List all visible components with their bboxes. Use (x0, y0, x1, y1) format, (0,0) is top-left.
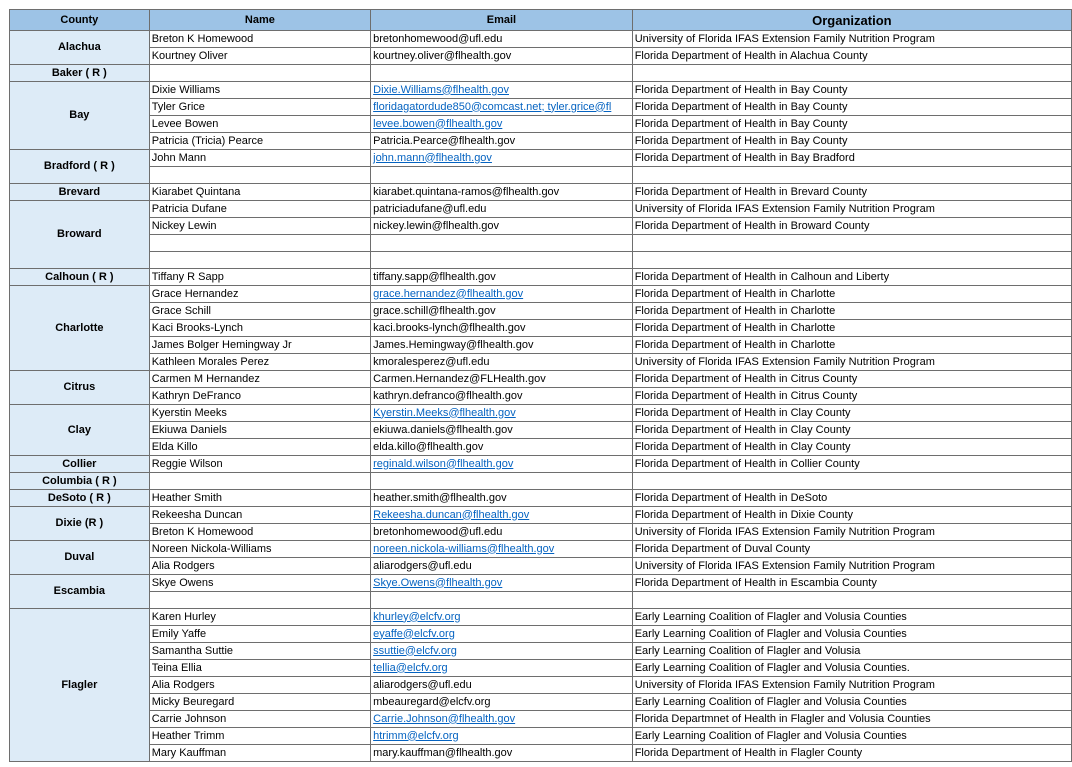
table-row (10, 439, 1072, 456)
table-row (10, 303, 1072, 320)
table-row (10, 711, 1072, 728)
name-cell[interactable]: Patricia (Tricia) Pearce (149, 133, 370, 150)
organization-cell[interactable]: Early Learning Coalition of Flagler and Volusia Counties. (632, 660, 1071, 677)
organization-cell[interactable]: Early Learning Coalition of Flagler and Volusia (632, 643, 1071, 660)
email-cell[interactable]: kaci.brooks-lynch@flhealth.gov (371, 320, 633, 337)
organization-cell[interactable]: Florida Department of Health in Broward County (632, 218, 1071, 235)
organization-cell[interactable]: Florida Department of Health in Clay County (632, 439, 1071, 456)
email-cell[interactable] (371, 82, 633, 99)
organization-cell[interactable]: Florida Department of Health in Collier County (632, 456, 1071, 473)
table-row (10, 99, 1072, 116)
organization-cell[interactable]: University of Florida IFAS Extension Family Nutrition Program (632, 354, 1071, 371)
email-cell[interactable] (371, 728, 633, 745)
table-row (10, 150, 1072, 167)
organization-cell[interactable]: Florida Department of Health in Bay County (632, 99, 1071, 116)
email-link[interactable]: Dixie.Williams@flhealth.gov (373, 83, 509, 96)
header-email[interactable]: Email (371, 10, 633, 31)
organization-cell[interactable]: University of Florida IFAS Extension Family Nutrition Program (632, 31, 1071, 48)
name-cell[interactable]: Patricia Dufane (149, 201, 370, 218)
email-cell[interactable]: elda.killo@flhealth.gov (371, 439, 633, 456)
organization-cell[interactable] (632, 167, 1071, 184)
email-cell[interactable]: mbeauregard@elcfv.org (371, 694, 633, 711)
organization-cell[interactable] (632, 65, 1071, 82)
county-cell[interactable]: Bay (10, 82, 150, 150)
table-row (10, 660, 1072, 677)
email-link[interactable]: ssuttie@elcfv.org (373, 644, 457, 657)
email-link[interactable]: reginald.wilson@flhealth.gov (373, 457, 514, 470)
county-cell[interactable]: Alachua (10, 31, 150, 65)
email-link[interactable]: Rekeesha.duncan@flhealth.gov (373, 508, 530, 521)
email-cell[interactable]: ekiuwa.daniels@flhealth.gov (371, 422, 633, 439)
organization-cell[interactable]: Early Learning Coalition of Flagler and Volusia Counties (632, 694, 1071, 711)
name-cell[interactable]: Kathleen Morales Perez (149, 354, 370, 371)
name-cell[interactable] (149, 252, 370, 269)
name-cell[interactable]: Mary Kauffman (149, 745, 370, 762)
email-cell[interactable]: bretonhomewood@ufl.edu (371, 31, 633, 48)
table-row (10, 371, 1072, 388)
email-cell[interactable] (371, 405, 633, 422)
organization-cell[interactable]: Florida Department of Health in DeSoto (632, 490, 1071, 507)
county-cell[interactable]: Bradford ( R ) (10, 150, 150, 184)
email-link[interactable]: htrimm@elcfv.org (373, 729, 459, 742)
email-cell[interactable] (371, 99, 633, 116)
name-cell[interactable]: Noreen Nickola-Williams (149, 541, 370, 558)
organization-cell[interactable]: Early Learning Coalition of Flagler and Volusia Counties (632, 626, 1071, 643)
table-row (10, 473, 1072, 490)
name-cell[interactable]: Heather Smith (149, 490, 370, 507)
organization-cell[interactable]: Florida Department of Health in Calhoun and Liberty (632, 269, 1071, 286)
organization-cell[interactable]: Florida Department of Health in Escambia County (632, 575, 1071, 592)
table-row (10, 575, 1072, 592)
name-cell[interactable]: Kaci Brooks-Lynch (149, 320, 370, 337)
table-row (10, 337, 1072, 354)
name-cell[interactable] (149, 473, 370, 490)
county-cell[interactable]: Brevard (10, 184, 150, 201)
table-row (10, 728, 1072, 745)
county-cell[interactable]: Broward (10, 201, 150, 269)
header-name[interactable]: Name (149, 10, 370, 31)
organization-cell[interactable] (632, 473, 1071, 490)
email-link[interactable]: Skye.Owens@flhealth.gov (373, 576, 503, 589)
organization-cell[interactable]: Florida Department of Health in Charlotte (632, 303, 1071, 320)
email-cell[interactable] (371, 473, 633, 490)
organization-cell[interactable]: Florida Department of Health in Clay County (632, 422, 1071, 439)
table-row (10, 201, 1072, 218)
table-row (10, 354, 1072, 371)
county-cell[interactable]: Clay (10, 405, 150, 456)
table-row (10, 235, 1072, 252)
email-cell[interactable]: kiarabet.quintana-ramos@flhealth.gov (371, 184, 633, 201)
email-cell[interactable] (371, 643, 633, 660)
email-cell[interactable] (371, 626, 633, 643)
email-cell[interactable] (371, 150, 633, 167)
table-row (10, 456, 1072, 473)
organization-cell[interactable]: University of Florida IFAS Extension Family Nutrition Program (632, 201, 1071, 218)
table-row (10, 694, 1072, 711)
table-row (10, 745, 1072, 762)
email-cell[interactable]: mary.kauffman@flhealth.gov (371, 745, 633, 762)
table-row (10, 592, 1072, 609)
name-cell[interactable]: Kyerstin Meeks (149, 405, 370, 422)
organization-cell[interactable]: Florida Department of Health in Clay County (632, 405, 1071, 422)
name-cell[interactable]: Carrie Johnson (149, 711, 370, 728)
table-row (10, 31, 1072, 48)
email-link[interactable]: Kyerstin.Meeks@flhealth.gov (373, 406, 516, 419)
organization-cell[interactable]: Florida Departmnet of Health in Flagler and Volusia Counties (632, 711, 1071, 728)
email-cell[interactable]: aliarodgers@ufl.edu (371, 677, 633, 694)
name-cell[interactable]: Alia Rodgers (149, 558, 370, 575)
organization-cell[interactable]: Florida Department of Health in Bay County (632, 116, 1071, 133)
name-cell[interactable]: Dixie Williams (149, 82, 370, 99)
email-cell[interactable]: nickey.lewin@flhealth.gov (371, 218, 633, 235)
email-cell[interactable]: kathryn.defranco@flhealth.gov (371, 388, 633, 405)
email-cell[interactable]: kourtney.oliver@flhealth.gov (371, 48, 633, 65)
email-link[interactable]: grace.hernandez@flhealth.gov (373, 287, 524, 300)
table-row (10, 558, 1072, 575)
name-cell[interactable]: Emily Yaffe (149, 626, 370, 643)
name-cell[interactable]: James Bolger Hemingway Jr (149, 337, 370, 354)
header-row (10, 10, 1072, 31)
table-row (10, 133, 1072, 150)
email-cell[interactable]: tiffany.sapp@flhealth.gov (371, 269, 633, 286)
organization-cell[interactable] (632, 252, 1071, 269)
name-cell[interactable]: Grace Schill (149, 303, 370, 320)
organization-cell[interactable]: Florida Department of Health in Flagler County (632, 745, 1071, 762)
name-cell[interactable] (149, 65, 370, 82)
email-link[interactable]: noreen.nickola-williams@flhealth.gov (373, 542, 555, 555)
email-link[interactable]: levee.bowen@flhealth.gov (373, 117, 503, 130)
organization-cell[interactable]: Florida Department of Health in Charlotte (632, 337, 1071, 354)
table-row (10, 609, 1072, 626)
email-cell[interactable] (371, 592, 633, 609)
organization-cell[interactable]: Florida Department of Health in Bay Bradford (632, 150, 1071, 167)
table-row (10, 422, 1072, 439)
name-cell[interactable]: Karen Hurley (149, 609, 370, 626)
email-cell[interactable] (371, 116, 633, 133)
table-row (10, 218, 1072, 235)
table-row (10, 184, 1072, 201)
name-cell[interactable]: Breton K Homewood (149, 524, 370, 541)
email-cell[interactable] (371, 660, 633, 677)
table-row (10, 286, 1072, 303)
table-row (10, 405, 1072, 422)
name-cell[interactable]: Grace Hernandez (149, 286, 370, 303)
name-cell[interactable]: Micky Beuregard (149, 694, 370, 711)
county-cell[interactable]: Baker ( R ) (10, 65, 150, 82)
name-cell[interactable] (149, 167, 370, 184)
table-row (10, 677, 1072, 694)
name-cell[interactable]: John Mann (149, 150, 370, 167)
organization-cell[interactable]: Florida Department of Duval County (632, 541, 1071, 558)
table-row (10, 48, 1072, 65)
email-link[interactable]: khurley@elcfv.org (373, 610, 461, 623)
name-cell[interactable]: Rekeesha Duncan (149, 507, 370, 524)
email-cell[interactable]: kmoralesperez@ufl.edu (371, 354, 633, 371)
county-cell[interactable]: Duval (10, 541, 150, 575)
organization-cell[interactable]: University of Florida IFAS Extension Family Nutrition Program (632, 558, 1071, 575)
table-row (10, 269, 1072, 286)
name-cell[interactable]: Kathryn DeFranco (149, 388, 370, 405)
county-cell[interactable]: Dixie (R ) (10, 507, 150, 541)
table-row (10, 490, 1072, 507)
email-cell[interactable]: patriciadufane@ufl.edu (371, 201, 633, 218)
name-cell[interactable]: Tyler Grice (149, 99, 370, 116)
email-cell[interactable] (371, 65, 633, 82)
name-cell[interactable]: Samantha Suttie (149, 643, 370, 660)
organization-cell[interactable] (632, 592, 1071, 609)
county-cell[interactable]: Columbia ( R ) (10, 473, 150, 490)
organization-cell[interactable]: Florida Department of Health in Charlotte (632, 320, 1071, 337)
table-row (10, 626, 1072, 643)
table-row (10, 388, 1072, 405)
organization-cell[interactable]: Florida Department of Health in Citrus County (632, 388, 1071, 405)
organization-cell[interactable]: Early Learning Coalition of Flagler and Volusia Counties (632, 609, 1071, 626)
county-cell[interactable]: Calhoun ( R ) (10, 269, 150, 286)
name-cell[interactable]: Kourtney Oliver (149, 48, 370, 65)
name-cell[interactable]: Carmen M Hernandez (149, 371, 370, 388)
county-cell[interactable]: Collier (10, 456, 150, 473)
email-cell[interactable]: heather.smith@flhealth.gov (371, 490, 633, 507)
email-cell[interactable] (371, 507, 633, 524)
county-cell[interactable]: Citrus (10, 371, 150, 405)
name-cell[interactable] (149, 235, 370, 252)
contacts-table (9, 9, 1072, 762)
organization-cell[interactable]: Florida Department of Health in Charlotte (632, 286, 1071, 303)
table-row (10, 320, 1072, 337)
email-cell[interactable]: Patricia.Pearce@flhealth.gov (371, 133, 633, 150)
table-body (10, 31, 1072, 762)
organization-cell[interactable]: University of Florida IFAS Extension Family Nutrition Program (632, 524, 1071, 541)
header-organization[interactable]: Organization (632, 10, 1071, 31)
organization-cell[interactable]: Florida Department of Health in Alachua County (632, 48, 1071, 65)
organization-cell[interactable]: Florida Department of Health in Bay County (632, 82, 1071, 99)
email-link[interactable]: eyaffe@elcfv.org (373, 627, 455, 640)
header-county[interactable]: County (10, 10, 150, 31)
email-cell[interactable]: aliarodgers@ufl.edu (371, 558, 633, 575)
organization-cell[interactable]: Florida Department of Health in Brevard County (632, 184, 1071, 201)
email-cell[interactable] (371, 456, 633, 473)
email-link[interactable]: tellia@elcfv.org (373, 661, 448, 674)
county-cell[interactable]: DeSoto ( R ) (10, 490, 150, 507)
email-link[interactable]: Carrie.Johnson@flhealth.gov (373, 712, 516, 725)
table-row (10, 252, 1072, 269)
table-row (10, 116, 1072, 133)
email-cell[interactable] (371, 609, 633, 626)
email-cell[interactable]: Carmen.Hernandez@FLHealth.gov (371, 371, 633, 388)
name-cell[interactable]: Levee Bowen (149, 116, 370, 133)
organization-cell[interactable]: Florida Department of Health in Dixie County (632, 507, 1071, 524)
email-cell[interactable] (371, 711, 633, 728)
organization-cell[interactable]: Florida Department of Health in Citrus County (632, 371, 1071, 388)
name-cell[interactable]: Alia Rodgers (149, 677, 370, 694)
email-link[interactable]: floridagatordude850@comcast.net; tyler.grice@fl (373, 100, 612, 113)
name-cell[interactable]: Elda Killo (149, 439, 370, 456)
email-cell[interactable]: grace.schill@flhealth.gov (371, 303, 633, 320)
county-cell[interactable]: Charlotte (10, 286, 150, 371)
table-row (10, 643, 1072, 660)
organization-cell[interactable]: University of Florida IFAS Extension Family Nutrition Program (632, 677, 1071, 694)
name-cell[interactable]: Reggie Wilson (149, 456, 370, 473)
name-cell[interactable]: Ekiuwa Daniels (149, 422, 370, 439)
name-cell[interactable]: Tiffany R Sapp (149, 269, 370, 286)
table-row (10, 524, 1072, 541)
email-cell[interactable] (371, 286, 633, 303)
table-row (10, 541, 1072, 558)
name-cell[interactable]: Kiarabet Quintana (149, 184, 370, 201)
name-cell[interactable]: Teina Ellia (149, 660, 370, 677)
name-cell[interactable]: Heather Trimm (149, 728, 370, 745)
email-cell[interactable]: James.Hemingway@flhealth.gov (371, 337, 633, 354)
name-cell[interactable]: Skye Owens (149, 575, 370, 592)
email-cell[interactable] (371, 252, 633, 269)
email-cell[interactable] (371, 235, 633, 252)
name-cell[interactable]: Nickey Lewin (149, 218, 370, 235)
table-row (10, 507, 1072, 524)
table-row (10, 65, 1072, 82)
table-row (10, 82, 1072, 99)
name-cell[interactable] (149, 592, 370, 609)
county-cell[interactable]: Escambia (10, 575, 150, 609)
organization-cell[interactable] (632, 235, 1071, 252)
email-cell[interactable] (371, 575, 633, 592)
county-cell[interactable]: Flagler (10, 609, 150, 762)
organization-cell[interactable]: Early Learning Coalition of Flagler and Volusia Counties (632, 728, 1071, 745)
name-cell[interactable]: Breton K Homewood (149, 31, 370, 48)
organization-cell[interactable]: Florida Department of Health in Bay County (632, 133, 1071, 150)
table-row (10, 167, 1072, 184)
email-cell[interactable]: bretonhomewood@ufl.edu (371, 524, 633, 541)
email-cell[interactable] (371, 167, 633, 184)
email-link[interactable]: john.mann@flhealth.gov (373, 151, 492, 164)
email-cell[interactable] (371, 541, 633, 558)
